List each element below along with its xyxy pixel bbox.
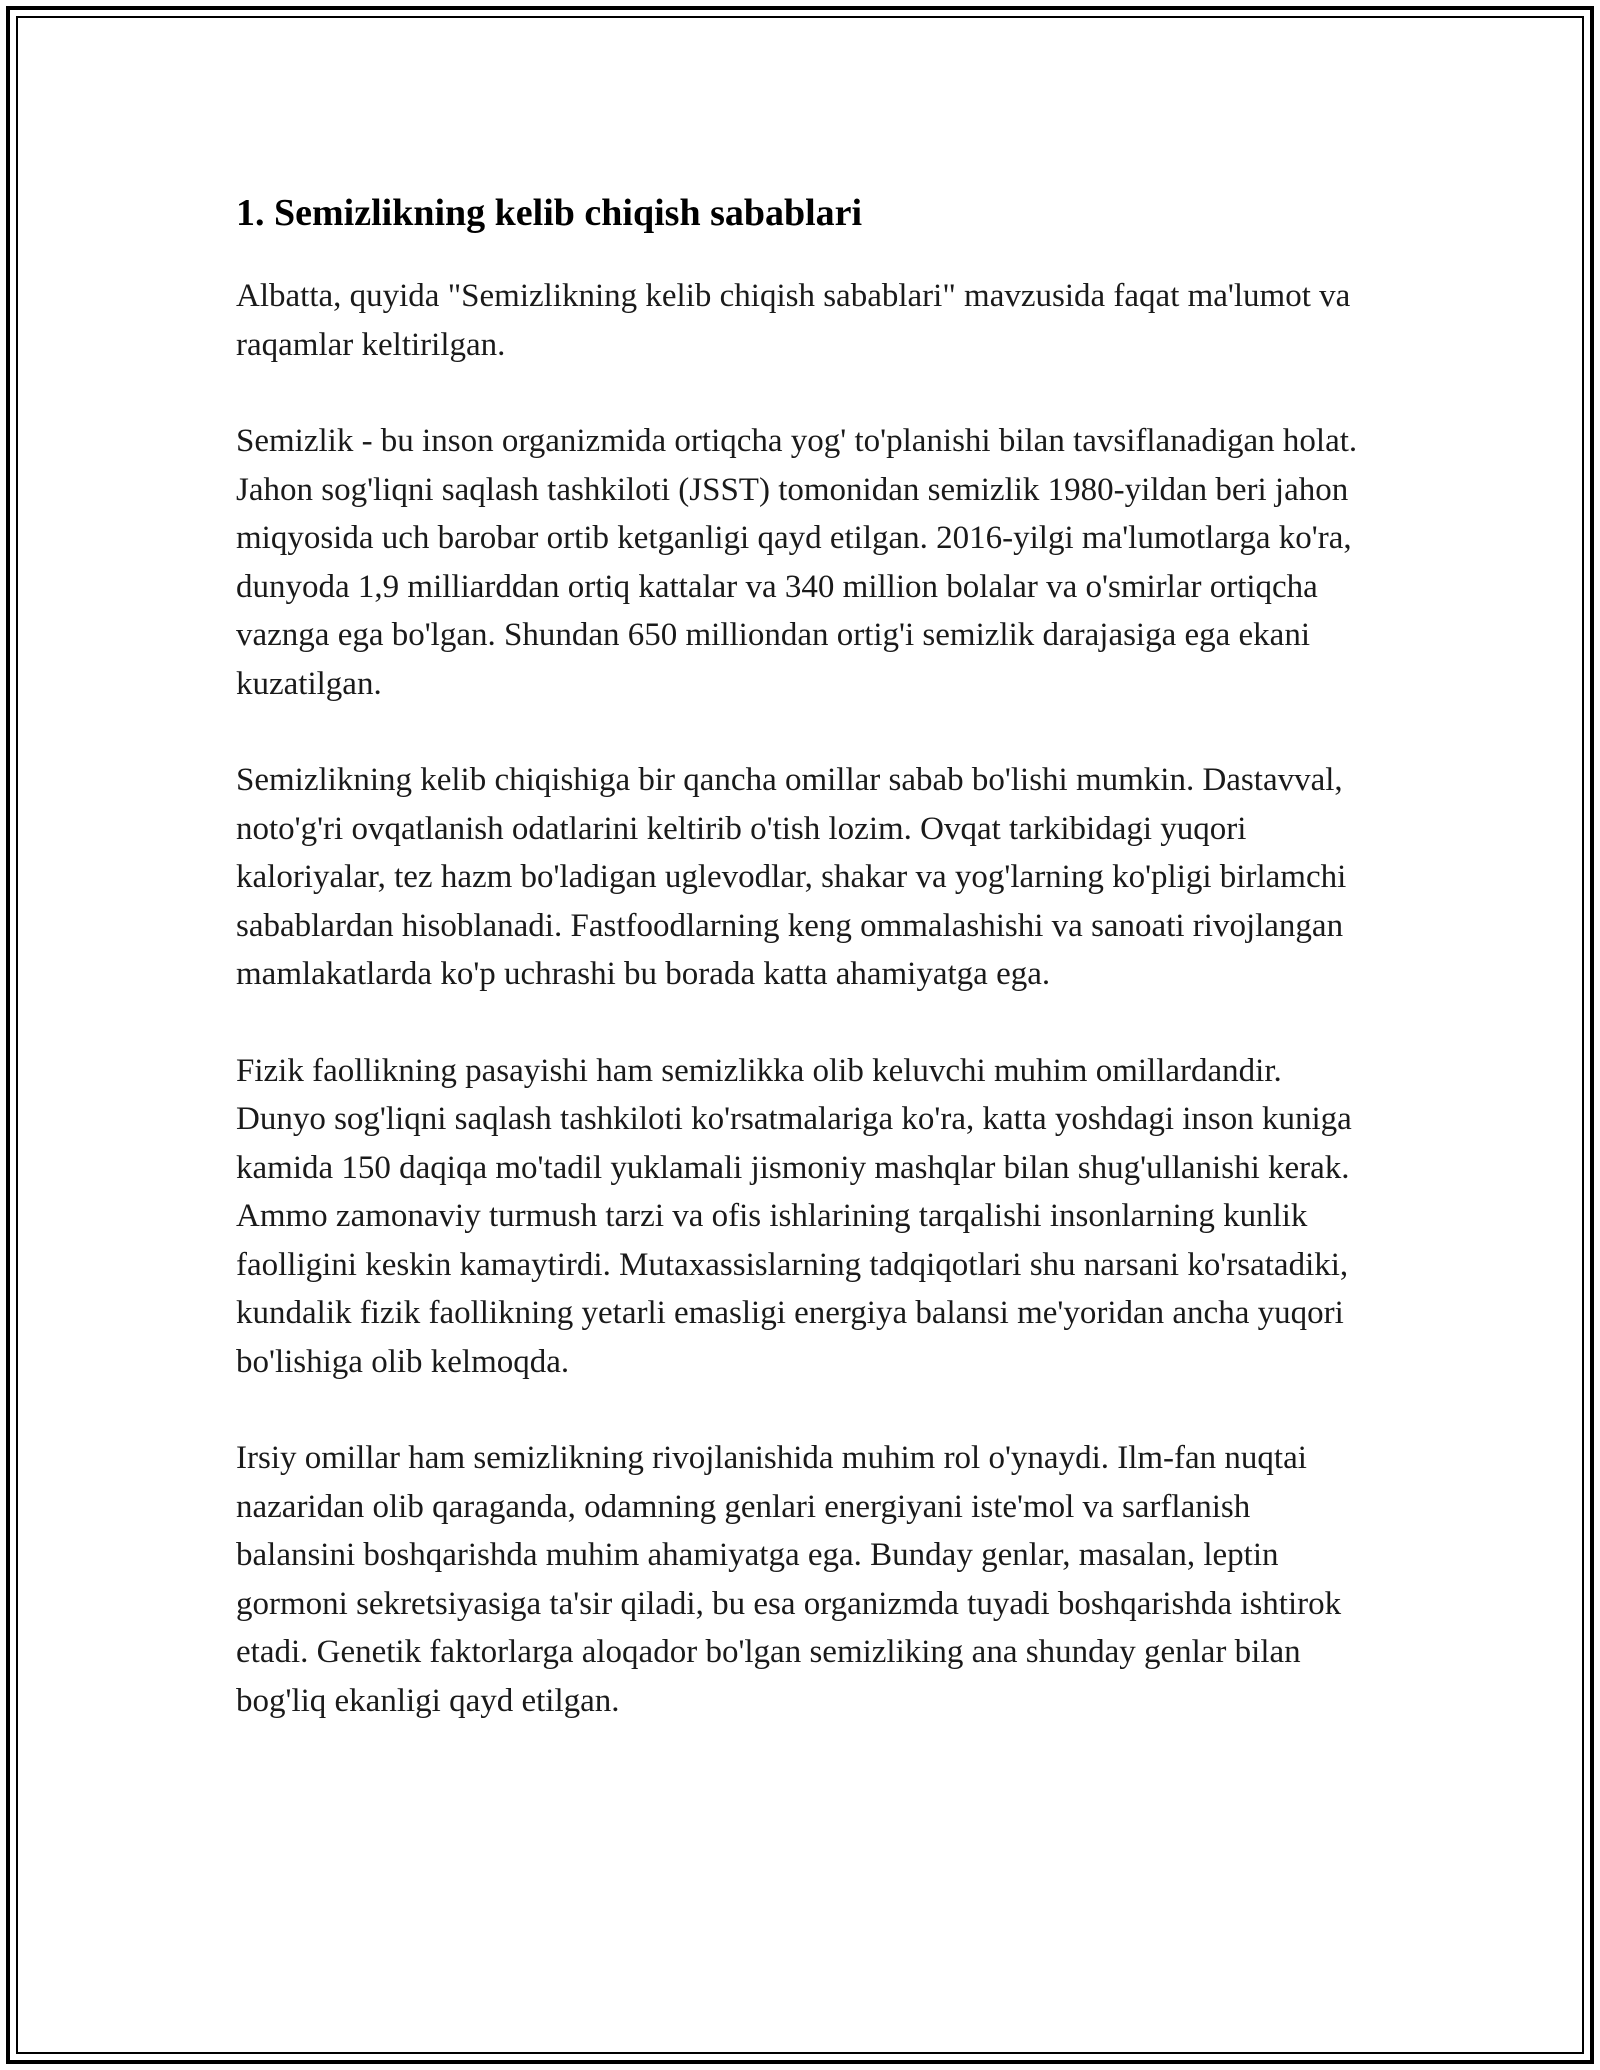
paragraph-heredity: Irsiy omillar ham semizlikning rivojlanishida muhim rol o'ynaydi. Ilm-fan nuqtai nazaridan olib qaraganda, odamning genlari energiyani iste'mol va sarflanish balansini boshqarishda muhim ahamiyatga ega. Bunday genlar, masalan, leptin gormoni sekretsiyasiga ta'sir qiladi, bu esa organizmda tuyadi boshqarishda ishtirok etadi. Genetik faktorlarga aloqador bo'lgan semizliking ana shunday genlar bilan bog'liq ekanligi qayd etilgan.	[236, 1440, 1342, 1719]
paragraph-definition: Semizlik - bu inson organizmida ortiqcha yog' to'planishi bilan tavsiflanadigan holat. Jahon sog'liqni saqlash tashkiloti (JSST) tomonidan semizlik 1980-yildan beri jahon miqyosida uch barobar ortib ketganligi qayd etilgan. 2016-yilgi ma'lumotlarga ko'ra, dunyoda 1,9 milliarddan ortiq kattalar va 340 million bolalar va o'smirlar ortiqcha vaznga ega bo'lgan. Shundan 650 milliondan ortig'i semizlik darajasiga ega ekani kuzatilgan.	[236, 423, 1358, 702]
document-body	[236, 180, 1366, 1773]
paragraph-intro: Albatta, quyida "Semizlikning kelib chiqish sabablari" mavzusida faqat ma'lumot va raqamlar keltirilgan.	[236, 278, 1351, 363]
section-title: 1. Semizlikning kelib chiqish sabablari	[236, 192, 863, 234]
paragraph-physical-activity: Fizik faollikning pasayishi ham semizlikka olib keluvchi muhim omillardandir. Dunyo sog'liqni saqlash tashkiloti ko'rsatmalariga ko'ra, katta yoshdagi inson kuniga kamida 150 daqiqa mo'tadil yuklamali jismoniy mashqlar bilan shug'ullanishi kerak. Ammo zamonaviy turmush tarzi va ofis ishlarining tarqalishi insonlarning kunlik faolligini keskin kamaytirdi. Mutaxassislarning tadqiqotlari shu narsani ko'rsatadiki, kundalik fizik faollikning yetarli emasligi energiya balansi me'yoridan ancha yuqori bo'lishiga olib kelmoqda.	[236, 1052, 1352, 1380]
paragraph-nutrition: Semizlikning kelib chiqishiga bir qancha omillar sabab bo'lishi mumkin. Dastavval, noto'g'ri ovqatlanish odatlarini keltirib o'tish lozim. Ovqat tarkibidagi yuqori kaloriyalar, tez hazm bo'ladigan uglevodlar, shakar va yog'larning ko'pligi birlamchi sabablardan hisoblanadi. Fastfoodlarning keng ommalashishi va sanoati rivojlangan mamlakatlarda ko'p uchrashi bu borada katta ahamiyatga ega.	[236, 762, 1347, 992]
